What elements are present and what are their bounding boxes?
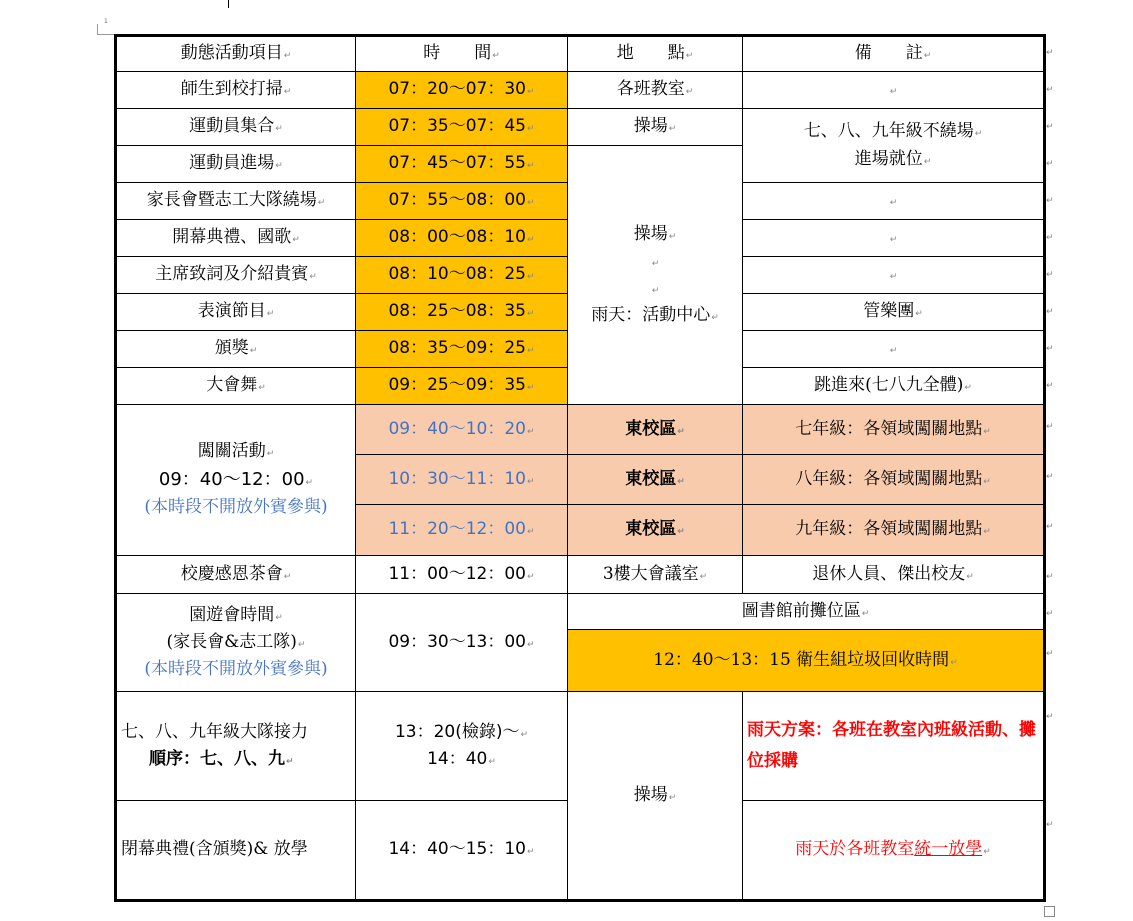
note-cell-athletes: 七、八、九年級不繞場↵ 進場就位↵ xyxy=(743,109,1045,183)
table-row xyxy=(116,692,1045,801)
activity-cell: 表演節目↵ xyxy=(116,294,356,331)
place-cell: 東校區↵ xyxy=(568,505,743,556)
recycle-time-cell: 12：40～13：15 衛生組垃圾回收時間↵ xyxy=(568,630,1045,692)
relay-note-cell: 雨天方案：各班在教室內班級活動、攤位採購 xyxy=(743,692,1045,801)
time-cell: 08：00～08：10↵ xyxy=(356,220,568,257)
time-cell: 11：20～12：00↵ xyxy=(356,505,568,556)
time-cell: 08：10～08：25↵ xyxy=(356,257,568,294)
text-cursor xyxy=(228,0,229,8)
note-cell: ↵ xyxy=(743,183,1045,220)
fair-time-cell: 09：30～13：00↵ xyxy=(356,594,568,692)
row-end-mark: ↵ xyxy=(1046,122,1054,132)
header-note: 備 註↵ xyxy=(743,36,1045,72)
table-row xyxy=(116,594,1045,630)
activity-cell: 頒獎↵ xyxy=(116,331,356,368)
header-place: 地 點↵ xyxy=(568,36,743,72)
relay-time-cell: 13：20(檢錄)～↵ 14：40↵ xyxy=(356,692,568,801)
activity-cell: 主席致詞及介紹貴賓↵ xyxy=(116,257,356,294)
activity-cell: 校慶感恩茶會↵ xyxy=(116,556,356,594)
activity-cell: 家長會暨志工大隊繞場↵ xyxy=(116,183,356,220)
note-cell: 八年級：各領域闖關地點↵ xyxy=(743,455,1045,505)
table-header-row xyxy=(116,36,1045,72)
row-end-mark: ↵ xyxy=(1046,381,1054,391)
note-cell: 管樂團↵ xyxy=(743,294,1045,331)
note-cell: 退休人員、傑出校友↵ xyxy=(743,556,1045,594)
note-cell: 九年級：各領域闖關地點↵ xyxy=(743,505,1045,556)
row-end-mark: ↵ xyxy=(1046,344,1054,354)
fair-activity-cell: 園遊會時間↵ (家長會&志工隊)↵ (本時段不開放外賓參與) xyxy=(116,594,356,692)
row-end-mark: ↵ xyxy=(1046,307,1054,317)
relay-activity-cell: 七、八、九年級大隊接力 順序：七、八、九↵ xyxy=(116,692,356,801)
page-margin-mark: 1 xyxy=(97,24,114,35)
row-end-mark: ↵ xyxy=(1046,820,1054,830)
note-cell: ↵ xyxy=(743,331,1045,368)
closing-time-cell: 14：40～15：10↵ xyxy=(356,801,568,901)
activity-cell: 大會舞↵ xyxy=(116,368,356,405)
closing-activity-cell: 閉幕典禮(含頒獎)& 放學 xyxy=(116,801,356,901)
time-cell: 09：25～09：35↵ xyxy=(356,368,568,405)
row-end-mark: ↵ xyxy=(1046,85,1054,95)
time-cell: 10：30～11：10↵ xyxy=(356,455,568,505)
table-row xyxy=(116,109,1045,146)
time-cell: 07：20～07：30↵ xyxy=(356,72,568,109)
fair-place-cell: 圖書館前攤位區↵ xyxy=(568,594,1045,630)
schedule-table xyxy=(114,34,1046,902)
activity-cell: 運動員集合↵ xyxy=(116,109,356,146)
table-row xyxy=(116,72,1045,109)
note-cell: ↵ xyxy=(743,220,1045,257)
note-cell: 七年級：各領域闖關地點↵ xyxy=(743,405,1045,455)
place-cell-merged: 操場↵ ↵ ↵ 雨天：活動中心↵ xyxy=(568,146,743,405)
time-cell: 07：45～07：55↵ xyxy=(356,146,568,183)
challenge-activity-cell: 闖關活動↵ 09：40～12：00↵ (本時段不開放外賓參與) xyxy=(116,405,356,556)
activity-cell: 運動員進場↵ xyxy=(116,146,356,183)
row-end-mark: ↵ xyxy=(1046,609,1054,619)
note-cell: 跳進來(七八九全體)↵ xyxy=(743,368,1045,405)
header-activity: 動態活動項目↵ xyxy=(116,36,356,72)
time-cell: 08：35～09：25↵ xyxy=(356,331,568,368)
place-cell: 東校區↵ xyxy=(568,455,743,505)
activity-cell: 師生到校打掃↵ xyxy=(116,72,356,109)
row-end-mark: ↵ xyxy=(1046,159,1054,169)
row-end-mark: ↵ xyxy=(1046,472,1054,482)
activity-cell: 開幕典禮、國歌↵ xyxy=(116,220,356,257)
time-cell: 07：55～08：00↵ xyxy=(356,183,568,220)
row-end-mark: ↵ xyxy=(1046,233,1054,243)
relay-place-cell: 操場↵ xyxy=(568,692,743,901)
row-end-mark: ↵ xyxy=(1046,572,1054,582)
table-row xyxy=(116,556,1045,594)
time-cell: 09：40～10：20↵ xyxy=(356,405,568,455)
place-cell: 3樓大會議室↵ xyxy=(568,556,743,594)
header-time: 時 間↵ xyxy=(356,36,568,72)
table-row xyxy=(116,405,1045,455)
row-end-mark: ↵ xyxy=(1046,649,1054,659)
time-cell: 07：35～07：45↵ xyxy=(356,109,568,146)
note-cell: ↵ xyxy=(743,257,1045,294)
row-end-mark: ↵ xyxy=(1046,270,1054,280)
time-cell: 08：25～08：35↵ xyxy=(356,294,568,331)
row-end-mark: ↵ xyxy=(1046,48,1054,58)
resize-handle[interactable] xyxy=(1044,906,1055,917)
row-end-mark: ↵ xyxy=(1046,196,1054,206)
row-end-mark: ↵ xyxy=(1046,422,1054,432)
place-cell: 東校區↵ xyxy=(568,405,743,455)
closing-note-cell: 雨天於各班教室統一放學↵ xyxy=(743,801,1045,901)
row-end-mark: ↵ xyxy=(1046,712,1054,722)
place-cell: 各班教室↵ xyxy=(568,72,743,109)
place-cell: 操場↵ xyxy=(568,109,743,146)
note-cell: ↵ xyxy=(743,72,1045,109)
row-end-mark: ↵ xyxy=(1046,522,1054,532)
time-cell: 11：00～12：00↵ xyxy=(356,556,568,594)
